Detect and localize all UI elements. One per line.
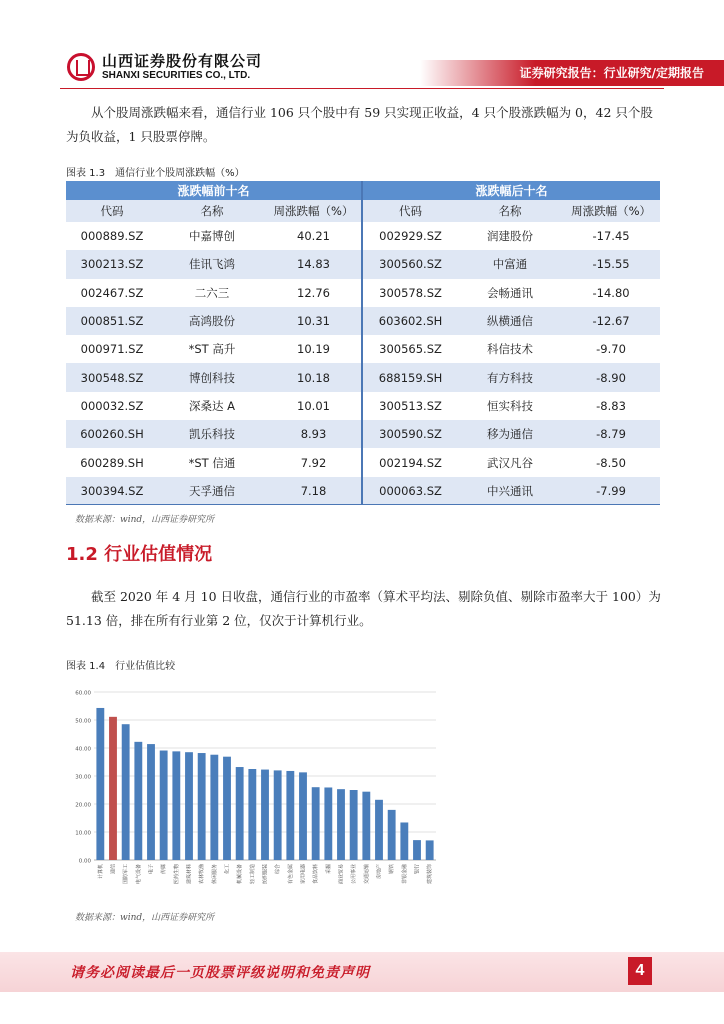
y-tick-label: 60.00	[75, 690, 91, 697]
x-tick-label: 化工	[224, 864, 231, 875]
company-name-cn: 山西证券股份有限公司	[102, 52, 263, 70]
cell-code: 000032.SZ	[80, 398, 144, 413]
company-logo-icon	[67, 53, 95, 81]
cell-change: -8.83	[596, 398, 626, 413]
cell-name: *ST 高升	[188, 342, 236, 357]
cell-code: 603602.SH	[362, 307, 458, 335]
header-divider	[60, 88, 664, 89]
cell-name: 博创科技	[158, 363, 266, 391]
chart-bar	[375, 800, 383, 860]
col-header-code: 代码	[66, 200, 158, 222]
col-header-name: 名称	[158, 200, 266, 222]
x-tick-label: 有色金属	[287, 864, 294, 885]
chart-bar	[223, 757, 231, 860]
cell-change: 10.31	[266, 307, 362, 335]
x-tick-label: 轻工制造	[249, 864, 256, 885]
cell-change: -8.50	[596, 455, 626, 470]
table-row	[66, 448, 660, 476]
cell-change: 8.93	[266, 420, 362, 448]
cell-name: 武汉凡谷	[487, 455, 534, 470]
chart-caption	[66, 657, 185, 672]
chart-bar	[248, 769, 256, 860]
cell-code: 002929.SZ	[362, 222, 458, 250]
chart-bar	[109, 717, 117, 860]
chart-bar	[413, 840, 421, 860]
x-tick-label: 纺织服装	[262, 864, 269, 885]
table-row	[66, 477, 660, 505]
x-tick-label: 综合	[275, 864, 282, 875]
cell-name: 佳讯飞鸿	[158, 250, 266, 278]
chart-bar	[96, 708, 104, 860]
cell-name: 会畅通讯	[487, 285, 534, 300]
stock-change-table	[66, 181, 660, 505]
table-figure-title: 通信行业个股周涨跌幅（%）	[115, 168, 245, 179]
table-row	[66, 335, 660, 363]
cell-name: 有方科技	[458, 363, 562, 391]
cell-name: 润建股份	[487, 229, 534, 244]
x-tick-label: 电气设备	[135, 864, 142, 885]
table-source-note: 数据来源：wind，山西证券研究所	[75, 515, 215, 525]
footer-disclaimer: 请务必阅读最后一页股票评级说明和免责声明	[70, 965, 370, 981]
x-tick-label: 计算机	[97, 864, 104, 880]
cell-code: 300513.SZ	[362, 392, 458, 420]
cell-name: 移为通信	[458, 420, 562, 448]
cell-code: 300213.SZ	[66, 250, 158, 278]
cell-code: 688159.SH	[362, 363, 458, 391]
table-row	[66, 420, 660, 448]
page-number: 4	[628, 957, 652, 985]
x-tick-label: 休闲服务	[211, 864, 218, 885]
table-row	[66, 279, 660, 307]
cell-change: 10.18	[266, 363, 362, 391]
y-tick-label: 30.00	[75, 774, 91, 781]
table-row	[66, 392, 660, 420]
valuation-bar-chart	[66, 686, 446, 901]
cell-name: 高鸿股份	[158, 307, 266, 335]
cell-name: 天孚通信	[158, 477, 266, 505]
chart-bar	[324, 787, 332, 860]
chart-figure-number: 图表 1.4	[66, 661, 106, 672]
cell-change: -7.99	[562, 477, 660, 505]
x-tick-label: 建筑材料	[186, 864, 193, 885]
chart-bar	[185, 752, 193, 860]
chart-bars	[96, 708, 433, 860]
cell-code: 300560.SZ	[362, 250, 458, 278]
cell-change: -9.70	[596, 342, 626, 357]
cell-name: 中嘉博创	[189, 229, 235, 244]
table-figure-number: 图表 1.3	[66, 168, 106, 179]
chart-bar	[122, 724, 130, 860]
x-tick-label: 公用事业	[351, 864, 358, 885]
report-type: 证券研究报告：行业研究/定期报告	[519, 66, 704, 80]
chart-x-ticks	[97, 863, 433, 884]
cell-code: 300565.SZ	[362, 335, 458, 363]
cell-code: 002467.SZ	[80, 285, 144, 300]
chart-bar	[261, 770, 269, 860]
cell-code: 002194.SZ	[362, 448, 458, 476]
company-name-en: SHANXI SECURITIES CO., LTD.	[102, 70, 251, 81]
cell-name: 中兴通讯	[458, 477, 562, 505]
y-tick-label: 20.00	[75, 802, 91, 809]
x-tick-label: 钢铁	[389, 864, 396, 875]
cell-change: -15.55	[562, 250, 660, 278]
cell-code: 000971.SZ	[80, 342, 144, 357]
cell-change: -8.90	[562, 363, 660, 391]
chart-bar	[147, 744, 155, 860]
cell-code: 300578.SZ	[362, 279, 458, 307]
col-header-code: 代码	[362, 200, 458, 222]
paragraph-stock-summary: 从个股周涨跌幅来看，通信行业 106 只个股中有 59 只实现正收益，4 只个股涨跌幅为 0，42 只个股为负收益，1 只股票停牌。	[66, 105, 653, 144]
cell-name: 恒实科技	[487, 398, 534, 413]
cell-code: 000851.SZ	[66, 307, 158, 335]
table-row	[66, 222, 660, 250]
x-tick-label: 机械设备	[237, 864, 244, 885]
cell-name: 科信技术	[487, 342, 534, 357]
chart-bar	[134, 742, 142, 860]
chart-bar	[337, 789, 345, 860]
chart-bar	[274, 770, 282, 860]
x-tick-label: 医药生物	[173, 864, 180, 885]
cell-code: 600289.SH	[80, 455, 144, 470]
chart-y-ticks	[75, 691, 91, 865]
cell-code: 000889.SZ	[80, 229, 144, 244]
chart-bar	[210, 755, 218, 860]
group-header-bottom10: 涨跌幅后十名	[362, 181, 660, 200]
cell-change: -12.67	[562, 307, 660, 335]
cell-name: 凯乐科技	[158, 420, 266, 448]
chart-bar	[299, 772, 307, 860]
x-tick-label: 传媒	[161, 864, 168, 875]
cell-change: 14.83	[266, 250, 362, 278]
chart-bar	[426, 840, 434, 860]
cell-code: 600260.SH	[66, 420, 158, 448]
y-tick-label: 0.00	[78, 858, 91, 865]
y-tick-label: 40.00	[75, 746, 91, 753]
chart-bar	[400, 822, 408, 860]
x-tick-label: 银行	[414, 864, 421, 875]
cell-code: 300394.SZ	[66, 477, 158, 505]
cell-change: 10.19	[297, 342, 330, 357]
page-header	[0, 0, 724, 92]
y-tick-label: 10.00	[75, 830, 91, 837]
cell-change: -17.45	[592, 229, 630, 244]
x-tick-label: 家用电器	[300, 864, 307, 885]
chart-bar	[160, 751, 168, 860]
x-tick-label: 电子	[148, 864, 155, 875]
cell-name: 深桑达 A	[188, 398, 236, 413]
col-header-name: 名称	[458, 200, 562, 222]
col-header-change: 周涨跌幅（%）	[266, 200, 362, 222]
paragraph-valuation: 截至 2020 年 4 月 10 日收盘，通信行业的市盈率（算术平均法、剔除负值、剔除市盈率大于 100）为 51.13 倍，排在所有行业第 2 位，仅次于计算机行业。	[66, 589, 661, 628]
group-header-top10: 涨跌幅前十名	[66, 181, 362, 200]
chart-bar	[172, 751, 180, 860]
x-tick-label: 采掘	[325, 864, 332, 875]
cell-change: 10.01	[297, 398, 330, 413]
chart-bar	[236, 767, 244, 860]
cell-code: 000063.SZ	[362, 477, 458, 505]
table-row	[66, 307, 660, 335]
cell-change: 7.18	[266, 477, 362, 505]
x-tick-label: 非银金融	[401, 864, 408, 885]
chart-bar	[312, 787, 320, 860]
x-tick-label: 国防军工	[123, 864, 130, 885]
x-tick-label: 农林牧渔	[199, 864, 206, 885]
x-tick-label: 食品饮料	[313, 864, 320, 885]
cell-change: 40.21	[297, 229, 330, 244]
chart-bar	[350, 790, 358, 860]
section-title: 1.2 行业估值情况	[66, 544, 213, 565]
cell-code: 300590.SZ	[362, 420, 458, 448]
x-tick-label: 房地产	[376, 864, 383, 880]
chart-figure-title: 行业估值比较	[115, 661, 176, 672]
y-tick-label: 50.00	[75, 718, 91, 725]
chart-bar	[286, 771, 294, 860]
cell-name: *ST 信通	[188, 455, 236, 470]
cell-code: 300548.SZ	[66, 363, 158, 391]
col-header-change: 周涨跌幅（%）	[562, 200, 660, 222]
chart-bar	[388, 810, 396, 860]
cell-name: 二六三	[194, 285, 230, 300]
chart-source-note: 数据来源：wind，山西证券研究所	[75, 913, 215, 923]
cell-change: 7.92	[300, 455, 327, 470]
cell-name: 中富通	[458, 250, 562, 278]
cell-change: 12.76	[297, 285, 330, 300]
cell-name: 纵横通信	[458, 307, 562, 335]
table-caption	[66, 164, 255, 179]
x-tick-label: 建筑装饰	[427, 864, 434, 885]
table-row	[66, 250, 660, 278]
chart-bar	[362, 792, 370, 860]
cell-change: -14.80	[592, 285, 630, 300]
x-tick-label: 交通运输	[363, 864, 370, 885]
cell-change: -8.79	[562, 420, 660, 448]
x-tick-label: 商业贸易	[338, 864, 345, 885]
x-tick-label: 通信	[110, 864, 117, 875]
chart-bar	[198, 753, 206, 860]
table-row	[66, 363, 660, 391]
